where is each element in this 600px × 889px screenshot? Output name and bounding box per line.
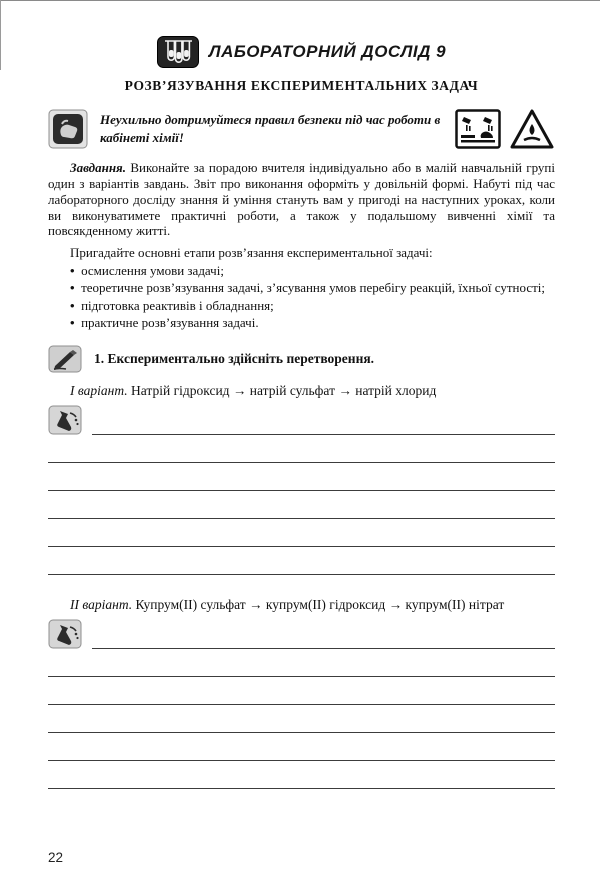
- warning-triangle-icon: [509, 108, 555, 150]
- task-label: Завдання.: [70, 160, 127, 175]
- variant-2-line: [48, 597, 555, 613]
- page-number: 22: [48, 850, 64, 865]
- answer-line: [48, 733, 555, 761]
- answer-line: [48, 547, 555, 575]
- answer-line: [48, 435, 555, 463]
- answer-line: [92, 621, 555, 649]
- experiment-heading-row: [48, 345, 555, 373]
- answer-line: [48, 649, 555, 677]
- answer-line: [48, 491, 555, 519]
- bullet-item: • теоретичне розв’язування задачі, з’ясування умов перебігу реакцій, їхньої сутності;: [48, 280, 555, 296]
- writing-hand-icon: [48, 345, 82, 373]
- scan-border-left: [0, 0, 1, 70]
- answer-line: [48, 705, 555, 733]
- variant-1-label: І варіант.: [70, 383, 128, 399]
- variant-2-text: Купрум(ІІ) сульфат → купрум(ІІ) гідроксид → купрум(ІІ) нітрат: [132, 597, 505, 613]
- variant-1-answer-block: [48, 405, 555, 575]
- answer-line: [48, 677, 555, 705]
- lab-header: [48, 36, 555, 68]
- test-tubes-icon: [157, 36, 199, 68]
- task-paragraph: [48, 160, 555, 239]
- experiment-heading: 1. Експериментально здійсніть перетворення.: [94, 351, 375, 367]
- lab-title: ЛАБОРАТОРНИЙ ДОСЛІД 9: [208, 42, 447, 61]
- flask-pour-icon: [48, 405, 82, 435]
- variant-2-label: ІІ варіант.: [70, 597, 133, 613]
- answer-line: [92, 407, 555, 435]
- answer-line: [48, 519, 555, 547]
- safety-note: [48, 108, 555, 150]
- hazard-icons: [455, 108, 555, 150]
- scan-border-top: [0, 0, 600, 1]
- corrosive-hazard-icon: [455, 109, 501, 149]
- recall-intro: Пригадайте основні етапи розв’язання експериментальної задачі:: [70, 245, 433, 261]
- recall-bullets: [48, 263, 555, 331]
- variant-1-line: [48, 383, 555, 399]
- safety-text: Неухильно дотримуйтеся правил безпеки під час роботи в кабінеті хімії!: [100, 112, 441, 145]
- bullet-item: • практичне розв’язування задачі.: [48, 315, 555, 331]
- answer-line: [48, 761, 555, 789]
- bullet-item: • осмислення умови задачі;: [48, 263, 555, 279]
- task-text: Виконайте за порадою вчителя індивідуально або в малій навчальній групі один з варіантів завдань. Звіт про виконання оформіть у довільній формі. Набуті під час лабораторного досліду знання й уміння стануть вам у пригоді на наступних уроках, коли ви виконуватимете практичні роботи, а також у подальшому вивченні хімії та повсякденному житті.: [48, 160, 555, 239]
- answer-line: [48, 463, 555, 491]
- bullet-item: • підготовка реактивів і обладнання;: [48, 298, 555, 314]
- safety-gloves-icon: [48, 109, 88, 149]
- variant-2-answer-block: [48, 619, 555, 789]
- variant-1-text: Натрій гідроксид → натрій сульфат → натрій хлорид: [127, 383, 437, 399]
- page-title: РОЗВ’ЯЗУВАННЯ ЕКСПЕРИМЕНТАЛЬНИХ ЗАДАЧ: [124, 78, 479, 93]
- flask-pour-icon: [48, 619, 82, 649]
